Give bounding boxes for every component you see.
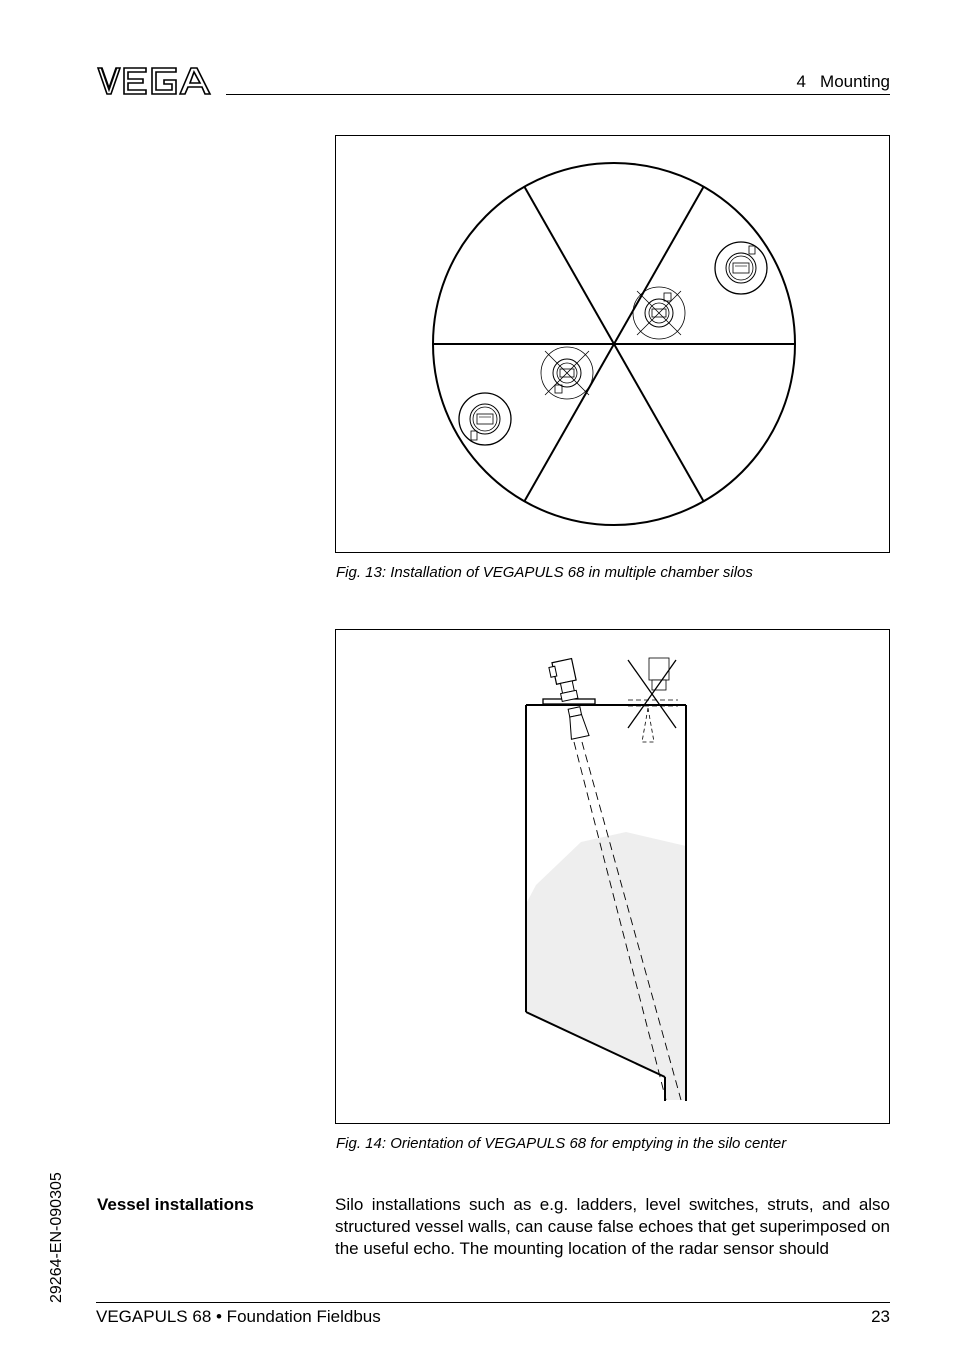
section-body [335, 1194, 890, 1260]
vega-logo-graphic [96, 64, 214, 98]
sensor-wrong-crossed [628, 658, 678, 742]
header-rule [226, 94, 890, 95]
vega-logo [96, 64, 214, 98]
section-label: Vessel installations [97, 1195, 254, 1214]
figure-14-caption: Fig. 14: Orientation of VEGAPULS 68 for emptying in the silo center [336, 1135, 787, 1152]
sensor-correct-tilted [548, 659, 580, 703]
footer-rule [96, 1302, 890, 1303]
silo-orientation-diagram [336, 630, 889, 1123]
sensor-correct-upper [715, 242, 767, 294]
figure-14 [335, 629, 890, 1124]
section-body-text: Silo installations such as e.g. ladders, level switches, struts, and also structured vessel walls, can cause false echoes that get superimposed on the useful echo. The mounting location of the radar sensor should [335, 1195, 890, 1258]
footer-product: VEGAPULS 68 • Foundation Fieldbus [96, 1307, 381, 1326]
sensor-correct-antenna [565, 706, 589, 739]
page-number: 23 [871, 1307, 890, 1326]
figure-13-caption: Fig. 13: Installation of VEGAPULS 68 in multiple chamber silos [336, 564, 753, 581]
section-title: 4 Mounting [796, 72, 890, 91]
sensor-correct-lower [459, 393, 511, 445]
document-number: 29264-EN-090305 [48, 1172, 65, 1303]
multi-chamber-silo-diagram [336, 136, 889, 552]
bulk-material [527, 832, 686, 1100]
figure-13 [335, 135, 890, 553]
